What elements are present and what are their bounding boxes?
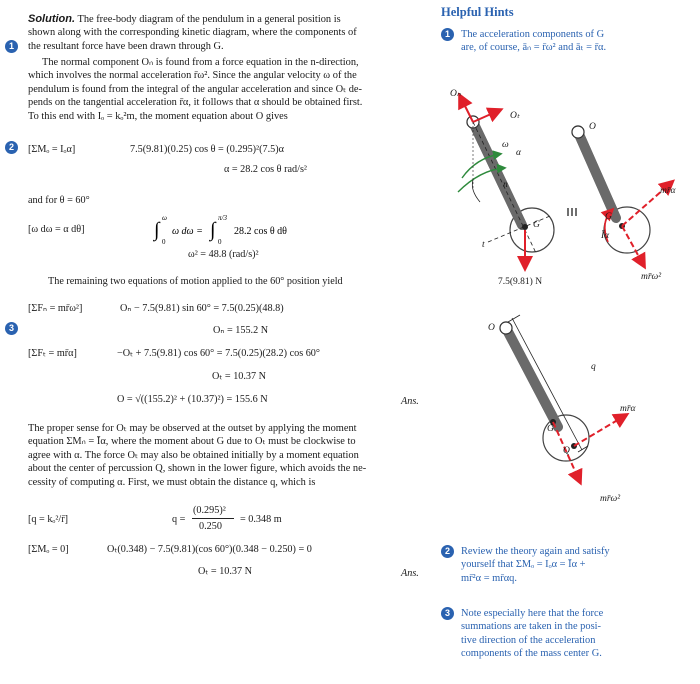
para1-line3: the resultant force have been drawn through G. — [28, 40, 224, 52]
fig-label-on: Oₙ — [450, 89, 461, 99]
note-badge-1: 1 — [5, 40, 18, 53]
svg-text:∫: ∫ — [210, 219, 216, 241]
fig-label-o-lower: O — [488, 323, 495, 333]
alpha-eq: α = 28.2 cos θ rad/s² — [224, 164, 307, 175]
svg-text:π/3: π/3 — [218, 214, 227, 222]
on-value: Oₙ = 155.2 N — [213, 325, 269, 336]
hint-badge-2: 2 — [441, 545, 454, 558]
fig-label-t: t — [482, 240, 485, 250]
svg-text:28.2 cos θ dθ: 28.2 cos θ dθ — [234, 226, 287, 237]
fig-label-mrw2-lower: mr̄ω² — [600, 494, 621, 504]
hint-badge-1: 1 — [441, 28, 454, 41]
q-numerator: (0.295)² — [193, 505, 226, 516]
para2-line4: pends on the tangential acceleration r̄α, it follows that α should be obtained first. — [28, 97, 363, 109]
ft-eq: −Oₜ + 7.5(9.81) cos 60° = 7.5(0.25)(28.2) cos 60° — [117, 348, 320, 359]
fig-label-alpha: α — [516, 148, 521, 158]
omega-sq-eq: ω² = 48.8 (rad/s)² — [188, 249, 259, 260]
theta-text: and for θ = 60° — [28, 195, 90, 206]
hint-badge-3: 3 — [441, 607, 454, 620]
fbd-on-arrow — [460, 96, 473, 122]
fig-label-weight: 7.5(9.81) N — [498, 277, 543, 287]
ot-value: Oₜ = 10.37 N — [212, 371, 267, 382]
integral-label: [ω dω = α dθ] — [28, 224, 85, 235]
q-fraction-bar — [192, 518, 234, 519]
moment-eq-label: [ΣMₒ = Iₒα] — [28, 144, 76, 155]
proper-line4: about the center of percussion Q, shown in the lower figure, which avoids the ne- — [28, 463, 367, 475]
fig-label-n: n — [503, 180, 508, 190]
ot-final: Oₜ = 10.37 N — [198, 566, 253, 577]
kinetic-diagram — [572, 126, 672, 266]
fn-eq: Oₙ − 7.5(9.81) sin 60° = 7.5(0.25)(48.8) — [120, 303, 284, 314]
pendulum-figures — [440, 70, 700, 530]
hint-1 — [461, 28, 691, 55]
hint1-line2: are, of course, āₙ = r̄ω² and āₜ = r̄α. — [461, 42, 607, 54]
integral-equation — [150, 210, 380, 250]
fig-label-ia: Īα — [601, 231, 610, 241]
fbd-theta-arc — [472, 180, 480, 202]
note-badge-3: 3 — [5, 322, 18, 335]
proper-line5: cessity of computing α. First, we must obtain the distance q, which is — [28, 476, 316, 488]
answer-label-1: Ans. — [401, 396, 419, 407]
proper-line1: The proper sense for Oₜ may be observed at the outset by applying the moment — [28, 423, 357, 434]
para1-line1: The free-body diagram of the pendulum in a general position is — [77, 14, 341, 25]
svg-text:0: 0 — [218, 238, 222, 246]
fig-label-q-point: Q — [563, 446, 570, 456]
svg-text:∫: ∫ — [154, 219, 160, 241]
fig-label-omega: ω — [502, 140, 509, 150]
o-total: O = √((155.2)² + (10.37)²) = 155.6 N — [117, 394, 268, 405]
solution-paragraph-2 — [28, 56, 430, 123]
proper-line3: agree with α. The force Oₜ may also be obtained initially by a moment equation — [28, 449, 359, 461]
fig-label-g-fbd: G — [533, 220, 540, 230]
hint-2 — [461, 545, 691, 585]
fig-label-mra-lower: mr̄α — [620, 404, 636, 414]
solution-paragraph-1 — [28, 13, 430, 53]
para2-line2: which involves the normal acceleration r̄ω². Since the angular velocity ω of the — [28, 70, 357, 82]
para1-line2: shown along with the corresponding kinetic diagram, where the components of — [28, 27, 357, 39]
fn-label: [ΣFₙ = mr̄ω²] — [28, 303, 83, 314]
proper-line2: equation ΣMₙ = Īα, where the moment about G due to Oₜ must be clockwise to — [28, 436, 356, 448]
para2-line1: The normal component Oₙ is found from a force equation in the n-direction, — [42, 57, 359, 68]
svg-text:ω dω =: ω dω = — [172, 226, 203, 237]
para2-line3: pendulum is found from the integral of the angular acceleration and since Oₜ de- — [28, 83, 363, 95]
q-denominator: 0.250 — [199, 521, 222, 532]
q-lhs: q = — [172, 514, 186, 525]
hints-title: Helpful Hints — [441, 5, 514, 19]
svg-text:ω: ω — [162, 214, 167, 222]
hint3-line3: tive direction of the acceleration — [461, 634, 596, 646]
fig-label-g-kd: G — [605, 212, 612, 222]
hint2-line2: yourself that ΣMₒ = Iₒα = Īα + — [461, 559, 586, 571]
hint2-line3: mr̄²α = mr̄αq. — [461, 572, 517, 584]
solution-label: Solution. — [28, 13, 76, 25]
q-label: [q = kₒ²/r̄] — [28, 514, 69, 525]
note-badge-2: 2 — [5, 141, 18, 154]
hint3-line1: Note especially here that the force — [461, 608, 604, 619]
para2-line5: To this end with Iₒ = kₒ²m, the moment equation about O gives — [28, 110, 288, 122]
fig-label-q-distance: q — [591, 362, 596, 372]
q-rhs: = 0.348 m — [240, 514, 282, 525]
fig-label-mrw2-kd: mr̄ω² — [641, 272, 662, 282]
fig-label-mra-kd: mr̄α — [660, 186, 676, 196]
mq-label: [ΣMₒ = 0] — [28, 544, 69, 555]
hint2-line1: Review the theory again and satisfy — [461, 546, 610, 557]
fig-label-g-lower: G — [547, 424, 554, 434]
hint1-line1: The acceleration components of G — [461, 29, 605, 40]
answer-label-2: Ans. — [401, 568, 419, 579]
fig-label-o-kd: O — [589, 122, 596, 132]
fbd-ot-arrow — [473, 110, 500, 122]
remaining-text: The remaining two equations of motion applied to the 60° position yield — [48, 276, 343, 287]
hint3-line4: components of the mass center G. — [461, 647, 602, 659]
moment-eq: 7.5(9.81)(0.25) cos θ = (0.295)²(7.5)α — [130, 144, 284, 155]
hint3-line2: summations are taken in the posi- — [461, 621, 601, 633]
mq-eq: Oₜ(0.348) − 7.5(9.81)(cos 60°)(0.348 − 0.250) = 0 — [107, 544, 312, 555]
fig-label-ot: Oₜ — [510, 111, 520, 121]
proper-sense-paragraph — [28, 422, 430, 489]
hint-3 — [461, 607, 691, 660]
ft-label: [ΣFₜ = mr̄α] — [28, 348, 77, 359]
svg-text:0: 0 — [162, 238, 166, 246]
percussion-diagram — [500, 315, 626, 482]
